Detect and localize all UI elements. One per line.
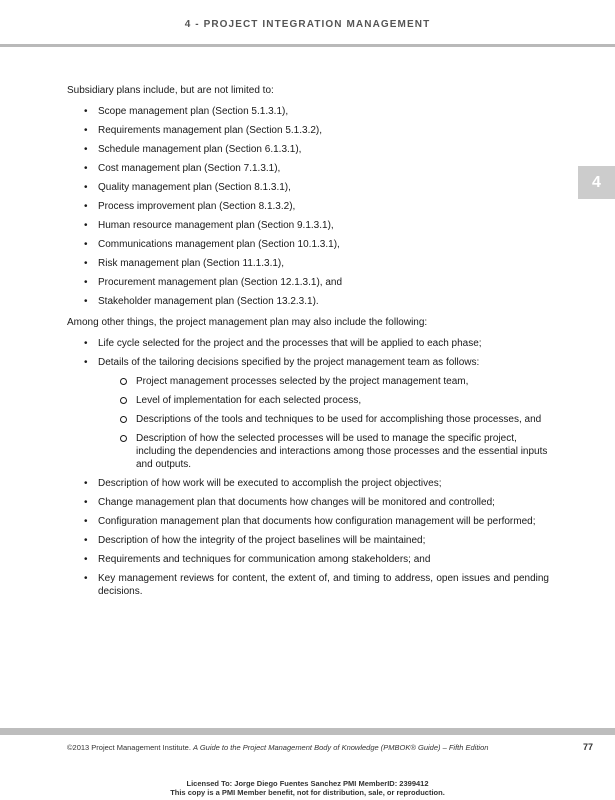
list-item: • Communications management plan (Section 10.1.3.1),: [84, 239, 340, 250]
chapter-tab-marker: 4: [578, 166, 615, 199]
circle-bullet-icon: [120, 397, 127, 404]
circle-bullet-icon: [120, 378, 127, 385]
list-item: • Requirements and techniques for communication among stakeholders; and: [84, 554, 431, 565]
bullet-icon: •: [84, 535, 88, 546]
bullet-icon: •: [84, 239, 88, 250]
bullet-icon: •: [84, 201, 88, 212]
list-item: • Risk management plan (Section 11.1.3.1),: [84, 258, 285, 269]
bullet-icon: •: [84, 144, 88, 155]
subsidiary-plans-intro: Subsidiary plans include, but are not limited to:: [67, 85, 274, 96]
chapter-title: 4 - PROJECT INTEGRATION MANAGEMENT: [184, 19, 431, 30]
tailoring-sub-list: [98, 375, 549, 471]
bullet-icon: •: [84, 106, 88, 117]
list-item: • Change management plan that documents how changes will be monitored and controlled;: [84, 497, 495, 508]
bullet-icon: •: [84, 554, 88, 565]
bullet-icon: •: [84, 163, 88, 174]
page-header: [0, 0, 615, 47]
bullet-icon: •: [84, 338, 88, 349]
list-item: • Description of how work will be executed to accomplish the project objectives;: [84, 478, 442, 489]
book-title: A Guide to the Project Management Body of Knowledge (PMBOK® Guide) – Fifth Edition: [193, 743, 489, 752]
bullet-icon: •: [84, 573, 88, 584]
circle-bullet-icon: [120, 435, 127, 442]
list-item: • Cost management plan (Section 7.1.3.1),: [84, 163, 281, 174]
list-item: • Procurement management plan (Section 12.1.3.1), and: [84, 277, 343, 288]
list-item: • Life cycle selected for the project and the processes that will be applied to each phase;: [84, 338, 482, 349]
footer-copyright: ©2013 Project Management Institute. A Guide to the Project Management Body of Knowledge (PMBOK® Guide) – Fifth Edition: [67, 743, 489, 752]
bullet-icon: •: [84, 516, 88, 527]
list-item: • Configuration management plan that documents how configuration management will be performed;: [84, 516, 536, 527]
bullet-icon: •: [84, 478, 88, 489]
license-notice: Licensed To: Jorge Diego Fuentes Sanchez PMI MemberID: 2399412 This copy is a PMI Member benefit, not for distribution, sale, or reproduction.: [170, 779, 445, 797]
list-item: • Key management reviews for content, the extent of, and timing to address, open issues and pending decisions.: [84, 573, 549, 597]
bullet-icon: •: [84, 296, 88, 307]
bullet-icon: •: [84, 277, 88, 288]
list-item: • Scope management plan (Section 5.1.3.1),: [84, 106, 289, 117]
circle-bullet-icon: [120, 416, 127, 423]
list-item: • Details of the tailoring decisions specified by the project management team as follows: Project management processes selected by the project management team, Level of implementation for each selected process, Descriptions of the tools and techniques to be used for accomplishing those processes, and Description of how the selected processes will be used to manage the specific project, including the dependencies and interactions among those processes and the essential inputs and outputs.: [84, 357, 548, 470]
list-item: • Description of how the integrity of the project baselines will be maintained;: [84, 535, 426, 546]
bullet-icon: •: [84, 182, 88, 193]
subsidiary-plans-list: [67, 105, 549, 308]
bullet-icon: •: [84, 220, 88, 231]
other-items-list: [67, 337, 549, 598]
bullet-icon: •: [84, 497, 88, 508]
sub-list-item: Level of implementation for each selected process,: [98, 394, 549, 407]
sub-list-item: Description of how the selected processes will be used to manage the specific project, including the dependencies and interactions among those processes and the essential inputs and outputs.: [98, 432, 549, 471]
list-item: • Human resource management plan (Section 9.1.3.1),: [84, 220, 334, 231]
other-items-intro: Among other things, the project management plan may also include the following:: [67, 317, 428, 328]
list-item: • Process improvement plan (Section 8.1.3.2),: [84, 201, 296, 212]
list-item: • Quality management plan (Section 8.1.3.1),: [84, 182, 291, 193]
list-item: • Schedule management plan (Section 6.1.3.1),: [84, 144, 302, 155]
list-item: • Requirements management plan (Section 5.1.3.2),: [84, 125, 323, 136]
sub-list-item: Project management processes selected by the project management team,: [98, 375, 549, 388]
sub-list-item: Descriptions of the tools and techniques to be used for accomplishing those processes, and: [98, 413, 549, 426]
bullet-icon: •: [84, 357, 88, 368]
page-number: 77: [582, 742, 593, 752]
bullet-icon: •: [84, 258, 88, 269]
page-body: [67, 84, 549, 606]
list-item: • Stakeholder management plan (Section 13.2.3.1).: [84, 296, 319, 307]
bullet-icon: •: [84, 125, 88, 136]
footer-divider: [0, 728, 615, 735]
